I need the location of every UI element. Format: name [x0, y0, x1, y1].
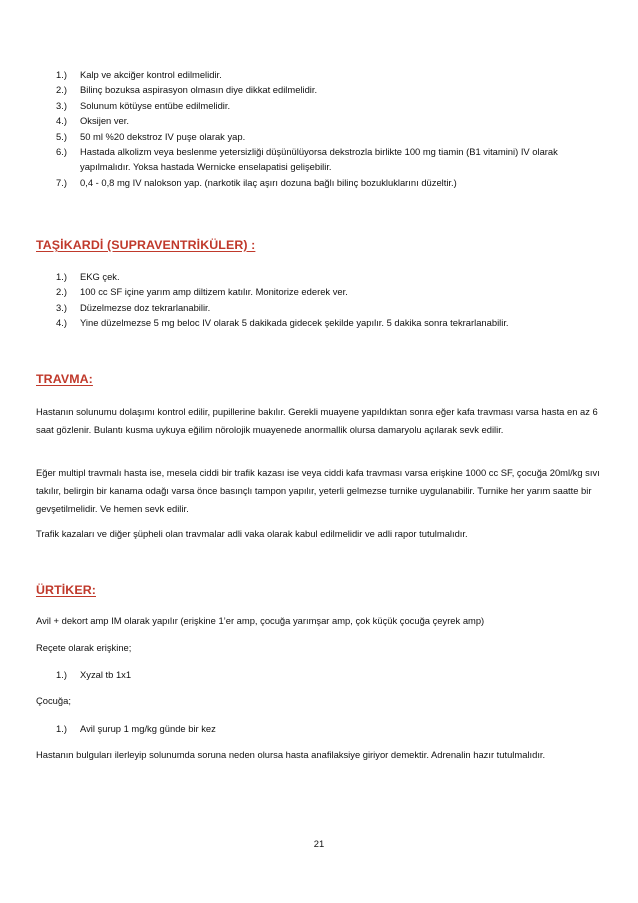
item-text: Bilinç bozuksa aspirasyon olmasın diye dikkat edilmelidir. — [80, 84, 318, 96]
child-prescription-list — [56, 721, 604, 736]
urtiker-paragraph-2: Reçete olarak erişkine; — [36, 642, 132, 653]
urtiker-paragraph-3: Çocuğa; — [36, 695, 71, 706]
section-heading-travma: TRAVMA: — [36, 372, 93, 386]
list-item — [56, 721, 604, 736]
urtiker-paragraph-1: Avil + dekort amp IM olarak yapılır (erişkine 1’er amp, çocuğa yarımşar amp, çok küçük çocuğa çeyrek amp) — [36, 615, 485, 626]
item-number: 1.) — [56, 69, 67, 80]
list-item — [56, 129, 604, 144]
item-text: 100 cc SF içine yarım amp diltizem katılır. Monitorize ederek ver. — [80, 286, 348, 298]
travma-paragraph-3: Trafik kazaları ve diğer şüpheli olan travmalar adli vaka olarak kabul edilmelidir ve adli rapor tutulmalıdır. — [36, 528, 468, 539]
item-number: 2.) — [56, 286, 67, 298]
item-number: 7.) — [56, 176, 67, 188]
item-number: 4.) — [56, 115, 67, 127]
list-item — [56, 144, 604, 175]
list-item — [56, 67, 604, 82]
adult-prescription-list — [56, 667, 604, 682]
section-heading-tasikardi: TAŞİKARDİ (SUPRAVENTRİKÜLER) : — [36, 238, 256, 252]
list-item — [56, 98, 604, 113]
intro-list — [56, 67, 604, 190]
item-text: Düzelmezse doz tekrarlanabilir. — [80, 301, 211, 313]
item-text: 50 ml %20 dekstroz IV puşe olarak yap. — [80, 130, 246, 142]
item-text: Kalp ve akciğer kontrol edilmelidir. — [80, 69, 222, 80]
item-number: 3.) — [56, 301, 67, 313]
list-item — [56, 284, 604, 299]
item-text: Hastada alkolizm veya beslenme yetersizliği düşünülüyorsa dekstrozla birlikte 100 mg tiamin (B1 vitamini) IV olarak yapılmalıdır. Yoksa hastada Wernicke enselapatisi gelişebilir. — [80, 146, 558, 173]
item-text: 0,4 - 0,8 mg IV nalokson yap. (narkotik ilaç aşırı dozuna bağlı bilinç bozukluklarını düzeltir.) — [80, 176, 457, 188]
list-item — [56, 667, 604, 682]
item-text: Solunum kötüyse entübe edilmelidir. — [80, 99, 231, 111]
item-text: Yine düzelmezse 5 mg beloc IV olarak 5 dakikada gidecek şekilde yapılır. 5 dakika sonra tekrarlanabilir. — [80, 317, 509, 329]
section-heading-urtiker: ÜRTİKER: — [36, 583, 96, 597]
item-number: 4.) — [56, 317, 67, 329]
list-item — [56, 175, 604, 190]
list-item — [56, 82, 604, 97]
list-item — [56, 269, 604, 284]
item-text: Avil şurup 1 mg/kg günde bir kez — [80, 723, 216, 734]
page-number: 21 — [313, 838, 325, 849]
item-number: 5.) — [56, 130, 67, 142]
list-item — [56, 315, 604, 330]
urtiker-paragraph-4: Hastanın bulguları ilerleyip solunumda soruna neden olursa hasta anafilaksiye giriyor demektir. Adrenalin hazır tutulmalıdır. — [36, 749, 546, 760]
item-number: 1.) — [56, 669, 67, 680]
item-number: 3.) — [56, 99, 67, 111]
travma-paragraph-2: Eğer multipl travmalı hasta ise, mesela ciddi bir trafik kazası ise veya ciddi kafa travması varsa erişkine 1000 cc SF, çocuğa 20ml/kg sıvı takılır, belirgin bir kanama odağı varsa önce basınçlı tampon yapılır, yeterli gelmezse turnike uygulanabilir. Turnike her yarım saatte bir gevşetilmelidir. Ve hemen sevk edilir. — [36, 467, 600, 514]
travma-paragraph-1: Hastanın solunumu dolaşımı kontrol edilir, pupillerine bakılır. Gerekli muayene yapıldıktan sonra eğer kafa travması varsa hasta en az 6 saat gözlenir. Bulantı kusma uykuya eğilim nörolojik muayenede anormallik olursa damaryolu açılarak sevk edilir. — [36, 406, 598, 435]
item-number: 1.) — [56, 723, 67, 734]
item-text: Xyzal tb 1x1 — [80, 669, 132, 680]
item-number: 1.) — [56, 271, 67, 282]
tasikardi-list — [56, 269, 604, 331]
item-number: 2.) — [56, 84, 67, 96]
item-number: 6.) — [56, 146, 67, 158]
list-item — [56, 300, 604, 315]
list-item — [56, 113, 604, 128]
item-text: Oksijen ver. — [80, 115, 129, 127]
item-text: EKG çek. — [80, 271, 120, 282]
